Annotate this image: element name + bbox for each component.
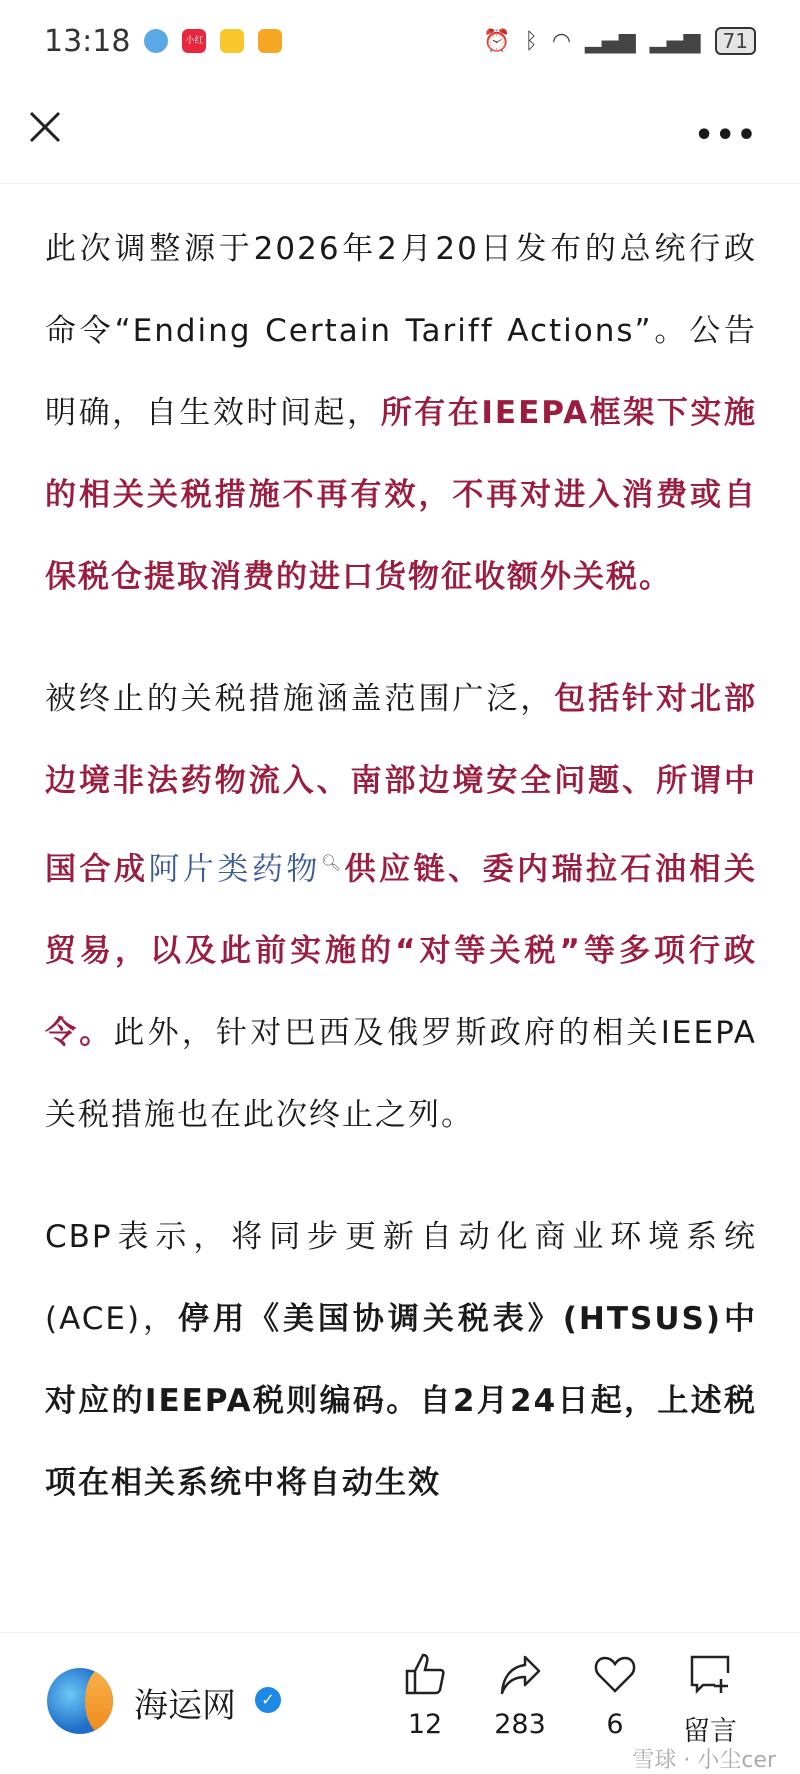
weibo-icon	[220, 29, 244, 53]
header	[0, 82, 800, 184]
text-segment: 所有在IEEPA框架下实施的相关关税措施不再有效，不再对进入消费或自保税仓提取消费的进口货物征收额外关税。	[45, 395, 757, 595]
article-body	[45, 208, 757, 1564]
text-segment: 停用《美国协调关税表》(HTSUS)中对应的IEEPA税则编码。自2月24日起，上述税项在相关系统中将自动生效	[45, 1301, 757, 1502]
wifi-icon: ◠	[551, 28, 572, 54]
text-segment: 被终止的关税措施涵盖范围广泛，	[45, 681, 555, 717]
xiaohongshu-icon: 小红书	[182, 29, 206, 53]
like-count: 12	[407, 1709, 443, 1740]
comment-label: 留言	[683, 1716, 737, 1747]
text-segment: CBP表示，将同步更新自动化商业环境系统(ACE)，	[45, 1219, 757, 1338]
bluetooth-icon: ᛒ	[524, 28, 538, 54]
signal-icon: ▂▄▆	[585, 28, 636, 54]
browser-icon	[144, 29, 168, 53]
favorite-button[interactable]	[570, 1651, 660, 1740]
comment-button[interactable]	[665, 1651, 755, 1748]
clock: 13:18	[44, 23, 131, 59]
comment-add-icon	[687, 1651, 733, 1697]
author-name[interactable]: 海运网	[134, 1686, 236, 1726]
alarm-icon: ⏰	[483, 28, 511, 54]
text-segment: 供应链、委内瑞拉石油相关贸易，以及此前实施的“对等关税”等多项行政令。	[45, 851, 757, 1052]
paragraph	[45, 658, 757, 1156]
paragraph	[45, 1196, 757, 1524]
heart-icon	[592, 1651, 638, 1697]
thumbs-up-icon	[402, 1651, 448, 1697]
keyword-link[interactable]: 阿片类药物	[148, 851, 321, 888]
watermark: 雪球 · 小尘cer	[632, 1748, 776, 1773]
text-segment: 此外，针对巴西及俄罗斯政府的相关IEEPA关税措施也在此次终止之列。	[45, 1015, 758, 1134]
battery-indicator: 71	[715, 27, 756, 55]
text-segment: 包括针对北部边境非法药物流入、南部边境安全问题、所谓中国合成	[45, 681, 757, 888]
more-icon[interactable]: •••	[694, 118, 758, 153]
paragraph	[45, 208, 757, 618]
bottom-bar	[0, 1632, 800, 1773]
search-icon[interactable]: 🔍︎	[320, 853, 345, 872]
author-avatar[interactable]	[47, 1668, 113, 1734]
close-icon[interactable]	[28, 110, 62, 144]
signal-icon: ▂▄▆	[649, 28, 701, 54]
verified-icon: ✓	[255, 1687, 281, 1713]
like-button[interactable]	[380, 1651, 470, 1740]
status-bar	[0, 0, 800, 82]
video-icon	[258, 29, 282, 53]
share-icon	[497, 1651, 543, 1697]
share-count: 283	[494, 1709, 546, 1740]
text-segment: 此次调整源于2026年2月20日发布的总统行政命令“Ending Certain Tariff Actions”。公告明确，自生效时间起，	[45, 231, 757, 431]
share-button[interactable]	[475, 1651, 565, 1740]
favorite-count: 6	[606, 1709, 624, 1740]
